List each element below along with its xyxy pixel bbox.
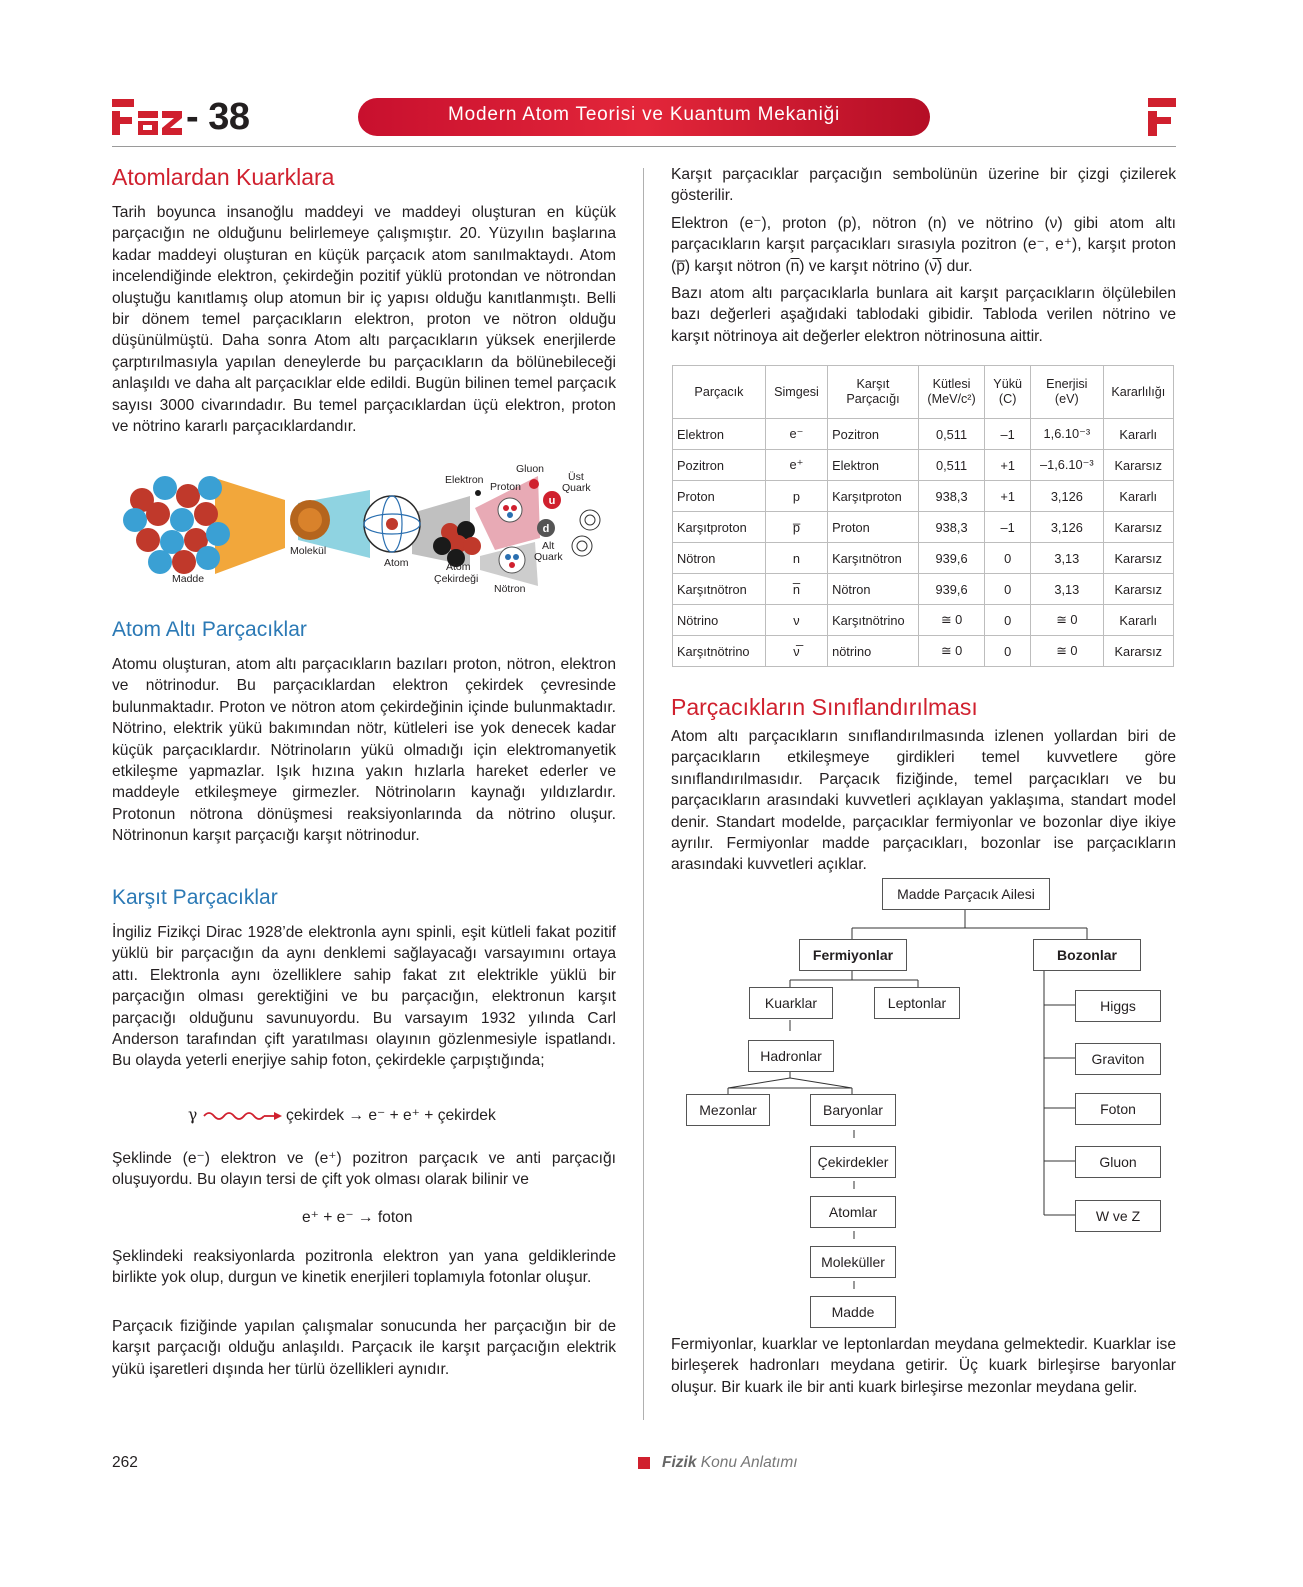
table-cell: Nötron — [673, 543, 766, 574]
footer-book-rest: Konu Anlatımı — [700, 1454, 798, 1471]
table-cell: Kararlı — [1103, 481, 1173, 512]
table-cell: n — [765, 543, 827, 574]
chapter-title: Modern Atom Teorisi ve Kuantum Mekaniği — [447, 104, 841, 125]
table-cell: –1 — [985, 512, 1031, 543]
page-number: 262 — [112, 1454, 138, 1471]
fig-label-alt-quark: Alt — [542, 540, 555, 552]
table-cell: Pozitron — [673, 450, 766, 481]
tree-node-baryonlar: Baryonlar — [810, 1094, 896, 1126]
paragraph: Elektron (e⁻), proton (p), nötron (n) ve nötrino (ν) gibi atom altı parçacıkların karşıt parçacıkları sırasıyla pozitron (e⁻, e⁺), karşıt proton (p̅) karşıt nötron (n̅) ve karşıt nötrino (ν̅) dur. — [671, 215, 1176, 275]
table-cell: Karşıtnötron — [673, 574, 766, 605]
equation-rhs: çekirdek → e⁻ + e⁺ + çekirdek — [286, 1107, 496, 1124]
table-cell: Kararsız — [1103, 450, 1173, 481]
tree-node-hadronlar: Hadronlar — [748, 1040, 834, 1072]
fig-label-atom-cekirdegi: Atom — [446, 561, 471, 573]
paragraph: İngiliz Fizikçi Dirac 1928’de elektronla aynı spinli, eşit kütleli fakat pozitif yüklü bir parçacığın da aynı denklemi sağlayacağı varsayımını ortaya attı. Elektronla aynı özelliklere sahip fakat zıt elektrikle yüklü bir parçacığın olması gerektiğini ve bu parçacığın, elektronun karşıt parçacığı olduğunu savunuyordu. Bu varsayım 1932 yılında Carl Anderson tarafından çift yaratılması olayının gözlenmesiyle ispatlandı. Bu olayda yeterli enerjiye sahip foton, çekirdekle çarpıştığında; — [112, 924, 616, 1070]
section-title-atom-alti: Atom Altı Parçacıklar — [112, 618, 307, 641]
table-cell: Proton — [673, 481, 766, 512]
table-cell: 938,3 — [918, 481, 984, 512]
paragraph: Tarih boyunca insanoğlu maddeyi ve maddeyi oluşturan en küçük parçacığın ne olduğunu belirlemeye çalışmıştır. 20. Yüzyılın başlarına kadar maddeyi oluşturan en küçük parçacık atom sanılmaktaydı. Atom incelendiğinde elektron, çekirdeğin pozitif yüklü protondan ve nötrondan oluştuğu kanıtlamış olup atomun bir iç yapısı olduğu kanıtlanmıştı. Belli bir dönem temel parçacıkların elektron, proton ve nötron olduğu düşünülmüştü. Daha sonra Atom altı parçacıkların yüksek enerjilerde çarptırılmasıyla yapılan deneylerde bu parçacıkların da bölünebileceği anlaşıldı ve daha alt parçacıklar elde edildi. Bugün bilinen temel parçacık sayısı 3000 civarındadır. Bu temel parçacıklardan üçü elektron, proton ve nötrino kararlı parçacıklardandır. — [112, 204, 616, 436]
table-cell: 0 — [985, 543, 1031, 574]
table-header: Simgesi — [765, 366, 827, 419]
paragraph: Şeklindeki reaksiyonlarda pozitronla elektron yan yana geldiklerinde birlikte yok olup, durgun ve kinetik enerjileri toplamıyla fotonlar oluşur. — [112, 1248, 616, 1287]
paragraph: Bazı atom altı parçacıklarla bunlara ait karşıt parçacıkların ölçülebilen bazı değerleri aşağıdaki tablodaki gibidir. Tabloda verilen nötrino ve karşıt nötrinoya ait değerler elektron nötrinosuna aittir. — [671, 285, 1176, 345]
table-cell: p — [765, 481, 827, 512]
table-cell: +1 — [985, 450, 1031, 481]
table-header: Yükü (C) — [985, 366, 1031, 419]
table-cell: Elektron — [673, 419, 766, 450]
table-cell: Kararsız — [1103, 636, 1173, 667]
table-header: Kütlesi (MeV/c²) — [918, 366, 984, 419]
tree-node-kuarklar: Kuarklar — [749, 987, 833, 1019]
table-cell: –1,6.10⁻³ — [1031, 450, 1103, 481]
table-cell: Kararlı — [1103, 419, 1173, 450]
table-cell: 3,13 — [1031, 543, 1103, 574]
tree-node-leptonlar: Leptonlar — [874, 987, 960, 1019]
tree-node-molekuller: Moleküller — [810, 1246, 896, 1278]
tree-node-cekirdekler: Çekirdekler — [810, 1146, 896, 1178]
table-cell: Kararsız — [1103, 574, 1173, 605]
tree-node-higgs: Higgs — [1075, 990, 1161, 1022]
table-cell: nötrino — [828, 636, 919, 667]
table-cell: 0 — [985, 636, 1031, 667]
section-title-siniflandirma: Parçacıkların Sınıflandırılması — [671, 694, 978, 720]
fig-label-notron: Nötron — [494, 583, 526, 595]
tree-node-graviton: Graviton — [1075, 1043, 1161, 1075]
table-cell: Karşıtproton — [673, 512, 766, 543]
table-cell: 3,126 — [1031, 481, 1103, 512]
table-cell: ≅ 0 — [1031, 605, 1103, 636]
table-cell: Kararlı — [1103, 605, 1173, 636]
table-cell: ≅ 0 — [918, 636, 984, 667]
fig-label-ust-quark: Quark — [562, 482, 591, 494]
table-cell: ≅ 0 — [1031, 636, 1103, 667]
table-cell: Karşıtnötrino — [828, 605, 919, 636]
tree-node-bozonlar: Bozonlar — [1033, 939, 1141, 971]
table-cell: e⁻ — [765, 419, 827, 450]
table-cell: Kararsız — [1103, 512, 1173, 543]
paragraph: Fermiyonlar, kuarklar ve leptonlardan meydana gelmektedir. Kuarklar ise birleşerek hadronları meydana getirir. Üç kuark birleşirse baryonlar oluşur. Bir kuark ile bir anti kuark birleşirse mezonlar meydana gelir. — [671, 1336, 1176, 1396]
table-cell: Pozitron — [828, 419, 919, 450]
footer-book-bold: Fizik — [662, 1454, 697, 1471]
fig-label-elektron: Elektron — [445, 474, 484, 486]
table-cell: 3,126 — [1031, 512, 1103, 543]
table-cell: e⁺ — [765, 450, 827, 481]
table-cell: 0,511 — [918, 450, 984, 481]
table-cell: 939,6 — [918, 543, 984, 574]
table-header: Enerjisi (eV) — [1031, 366, 1103, 419]
table-cell: ≅ 0 — [918, 605, 984, 636]
table-cell: Nötron — [828, 574, 919, 605]
tree-node-atomlar: Atomlar — [810, 1196, 896, 1228]
table-cell: 0 — [985, 574, 1031, 605]
fig-label-alt-quark: Quark — [534, 551, 563, 563]
paragraph: Karşıt parçacıklar parçacığın sembolünün üzerine bir çizgi çizilerek gösterilir. — [671, 166, 1176, 205]
table-cell: n̅ — [765, 574, 827, 605]
table-cell: ν — [765, 605, 827, 636]
table-header: Kararlılığı — [1103, 366, 1173, 419]
table-cell: +1 — [985, 481, 1031, 512]
table-cell: 3,13 — [1031, 574, 1103, 605]
footer-book-title — [662, 1454, 798, 1472]
table-cell: 938,3 — [918, 512, 984, 543]
paragraph: Atomu oluşturan, atom altı parçacıkların bazıları proton, nötron, elektron ve nötrinodur. Bu parçacıklardan elektron çekirdek çevresinde bulunmaktadır. Proton ve nötron atom çekirdeğinin içinde bulunmaktadır. Nötrino, elektrik yükü bakımından nötr, kütleleri ise yok denecek kadar küçük parçacıklardır. Nötrinoların yükü olmadığı için elektromanyetik etkileşme yapmazlar. Işık hızına yakın hızlarla hareket ederler ve maddeyle etkileşmeye girmezler. Nötrinoların kaynağı yıldızlardır. Protonun nötrona dönüşmesi reaksiyonlarında da nötrino oluşur. Nötrinonun karşıt parçacığı karşıt nötrinodur. — [112, 656, 616, 845]
table-cell: Kararsız — [1103, 543, 1173, 574]
up-quark-label: u — [548, 495, 556, 507]
table-cell: Proton — [828, 512, 919, 543]
tree-node-root: Madde Parçacık Ailesi — [882, 878, 1050, 910]
tree-node-madde: Madde — [810, 1296, 896, 1328]
tree-node-gluon: Gluon — [1075, 1146, 1161, 1178]
footer-square-icon — [638, 1457, 650, 1469]
table-cell: –1 — [985, 419, 1031, 450]
tree-node-mezonlar: Mezonlar — [686, 1094, 770, 1126]
paragraph: Şeklinde (e⁻) elektron ve (e⁺) pozitron parçacık ve anti parçacığı oluşuyordu. Bu olayın tersi de çift yok olması olarak bilinir ve — [112, 1150, 616, 1189]
table-cell: Nötrino — [673, 605, 766, 636]
tree-node-fermiyonlar: Fermiyonlar — [799, 939, 907, 971]
down-quark-label: d — [542, 523, 550, 535]
fig-label-atom: Atom — [384, 557, 409, 569]
table-cell: Karşıtnötron — [828, 543, 919, 574]
paragraph: Atom altı parçacıkların sınıflandırılmasında izlenen yollardan biri de parçacıkların etkileşmeye girdikleri temel kuvvetlere göre sınıflandırılmasıdır. Parçacık fiziğinde, temel parçacıkları ve bu parçacıkların arasındaki kuvvetleri açıklayan yaklaşıma, standart model denir. Standart modelde, parçacıklar fermiyonlar ve bozonlar diye ikiye ayrılır. Fermiyonlar madde parçacıkları, bozonlar ise parçacıkların arasındaki kuvvetleri açıklar. — [671, 728, 1176, 874]
page-tag: - 38 — [186, 96, 250, 138]
paragraph: Parçacık fiziğinde yapılan çalışmalar sonucunda her parçacığın bir de karşıt parçacığı olduğu anlaşıldı. Parçacık ile karşıt parçacığın elektrik yükü işaretleri dışında her türlü özellikleri aynıdır. — [112, 1318, 616, 1378]
fig-label-molekul: Molekül — [290, 545, 327, 557]
fig-label-atom-cekirdegi: Çekirdeği — [434, 573, 479, 585]
table-cell: p̅ — [765, 512, 827, 543]
table-cell: 0 — [985, 605, 1031, 636]
gamma-symbol: γ — [188, 1106, 198, 1124]
fig-label-gluon: Gluon — [516, 463, 545, 475]
table-header: Parçacık — [673, 366, 766, 419]
tree-node-foton: Foton — [1075, 1093, 1161, 1125]
table-cell: Karşıtproton — [828, 481, 919, 512]
table-cell: ν̅ — [765, 636, 827, 667]
fig-label-ust-quark: Üst — [568, 471, 584, 483]
table-cell: 0,511 — [918, 419, 984, 450]
section-title-karsit: Karşıt Parçacıklar — [112, 886, 278, 909]
tree-node-wz: W ve Z — [1075, 1200, 1161, 1232]
section-title-atomlardan-kuarklara: Atomlardan Kuarklara — [112, 164, 335, 190]
fig-label-proton: Proton — [490, 481, 521, 493]
table-cell: 1,6.10⁻³ — [1031, 419, 1103, 450]
table-header: Karşıt Parçacığı — [828, 366, 919, 419]
table-cell: Karşıtnötrino — [673, 636, 766, 667]
table-cell: Elektron — [828, 450, 919, 481]
table-cell: 939,6 — [918, 574, 984, 605]
fig-label-madde: Madde — [172, 573, 205, 585]
equation-annihilation: e⁺ + e⁻ → foton — [302, 1209, 413, 1226]
